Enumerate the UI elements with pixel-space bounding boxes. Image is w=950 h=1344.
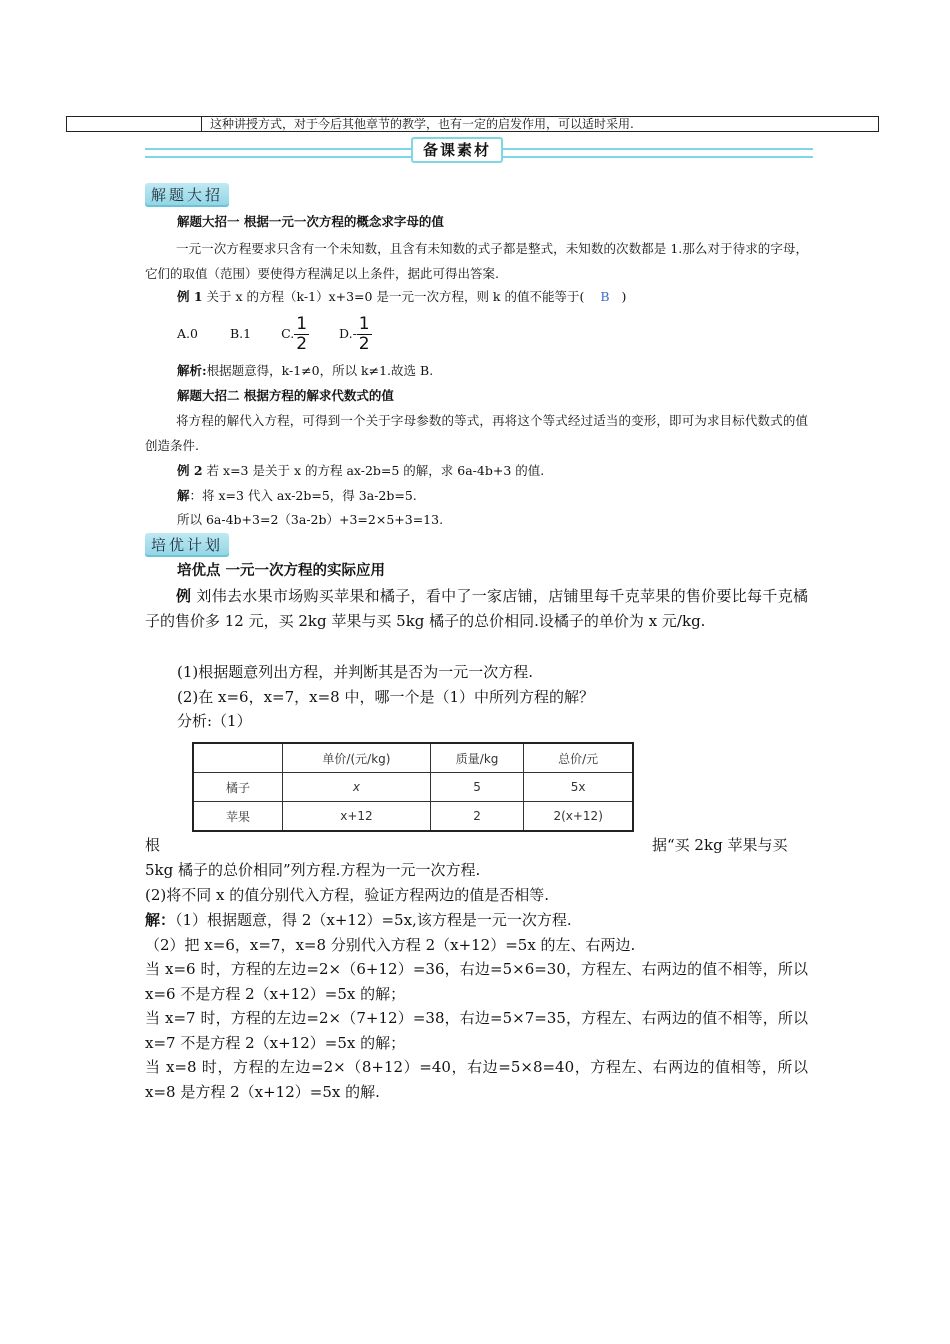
section-banner [145,137,813,165]
example1-close: ) [621,289,627,304]
solution1 [177,363,433,379]
solution2-label: 解 [177,488,190,503]
solution2 [177,488,417,504]
peiyou-example-text: 刘伟去水果市场购买苹果和橘子，看中了一家店铺，店铺里每千克苹果的售价要比每千克橘子的售价多 12 元，买 2kg 苹果与买 5kg 橘子的总价相同.设橘子的单价为 x 元/kg. [145,587,808,630]
example1-label: 例 1 [177,289,203,304]
example1 [177,289,626,305]
solution2-text: ：将 x=3 代入 ax-2b=5，得 3a-2b=5. [189,488,417,503]
top-note-text: 这种讲授方式，对于今后其他章节的教学，也有一定的启发作用，可以适时采用. [210,117,634,131]
question-1: (1)根据题意列出方程，并判断其是否为一元一次方程. [177,663,534,681]
example2-text: 若 x=3 是关于 x 的方程 ax-2b=5 的解，求 6a-4b+3 的值. [206,463,545,478]
solution-line-1 [145,908,572,932]
section-tag-jieti: 解题大招 [145,183,229,207]
top-note-empty-cell [67,117,202,131]
analysis-label: 分析:（1） [177,712,252,730]
table-cell: 5x [524,773,633,802]
top-note-box [66,116,879,132]
table-cell: 苹果 [193,802,283,832]
table-cell: 橘子 [193,773,283,802]
solution-step-5: 当 x=8 时，方程的左边=2×（8+12）=40，右边=5×8=40，方程左、右两边的值相等，所以 x=8 是方程 2（x+12）=5x 的解. [145,1058,808,1101]
table-header-cell: 单价/(元/kg) [283,743,431,773]
table-header-cell: 质量/kg [430,743,523,773]
option-c-fraction [294,315,309,354]
gen-line2: 5kg 橘子的总价相同”列方程.方程为一元一次方程. [145,861,481,879]
banner-title: 备课素材 [411,137,503,163]
table-cell: 2 [430,802,523,832]
option-c-prefix: C. [281,326,295,341]
example2-label: 例 2 [177,463,203,478]
solution-step-1: （1）根据题意，得 2（x+12）=5x,该方程是一元一次方程. [175,911,572,929]
solution-label: 解： [145,911,176,929]
gen-right: 据“买 2kg 苹果与买 [652,836,788,854]
fraction-denominator: 2 [296,333,308,354]
table-row [193,773,633,802]
fraction-denominator: 2 [358,333,370,354]
section-tag-peiyou: 培优计划 [145,533,229,557]
option-d-prefix: D.- [339,326,357,341]
example1-text: 关于 x 的方程（k-1）x+3=0 是一元一次方程，则 k 的值不能等于( [206,289,585,304]
table-cell: 2(x+12) [524,802,633,832]
table-row [193,802,633,832]
solution-step-4: 当 x=7 时，方程的左边=2×（7+12）=38，右边=5×7=35，方程左、右两边的值不相等，所以 x=7 不是方程 2（x+12）=5x 的解； [145,1009,808,1052]
example1-answer: B [600,289,610,304]
tip2-paragraph: 将方程的解代入方程，可得到一个关于字母参数的等式，再将这个等式经过适当的变形，即可为求目标代数式的值创造条件. [145,413,808,453]
question-2: (2)在 x=6，x=7，x=8 中，哪一个是（1）中所列方程的解？ [177,688,595,706]
fraction-numerator: 1 [296,313,308,334]
table-header-cell: 总价/元 [524,743,633,773]
analysis-2: (2)将不同 x 的值分别代入方程，验证方程两边的值是否相等. [145,886,550,904]
table-cell: x+12 [283,802,431,832]
solution2-line2: 所以 6a-4b+3=2（3a-2b）+3=2×5+3=13. [177,512,444,527]
table-cell: x [283,773,431,802]
table-header-row [193,743,633,773]
option-a: A.0 [177,326,198,341]
solution1-label: 解析: [177,363,207,378]
gen-left: 根 [145,836,161,854]
solution-step-3: 当 x=6 时，方程的左边=2×（6+12）=36，右边=5×6=30，方程左、右两边的值不相等，所以 x=6 不是方程 2（x+12）=5x 的解； [145,960,808,1003]
solution1-text: 根据题意得，k-1≠0，所以 k≠1.故选 B. [206,363,434,378]
table-cell: 5 [430,773,523,802]
solution-step-2: （2）把 x=6，x=7，x=8 分别代入方程 2（x+12）=5x 的左、右两边. [145,936,636,954]
peiyou-example [145,584,808,633]
table-header-cell [193,743,283,773]
fraction-numerator: 1 [358,313,370,334]
tip1-paragraph: 一元一次方程要求只含有一个未知数，且含有未知数的式子都是整式，未知数的次数都是 1.那么对于待求的字母，它们的取值（范围）要使得方程满足以上条件，据此可得出答案. [145,241,808,281]
price-table [192,742,634,832]
option-b: B.1 [229,326,252,341]
example2 [177,463,544,479]
peiyou-example-label: 例 [176,587,192,605]
tip2-title: 解题大招二 根据方程的解求代数式的值 [177,388,394,403]
example1-options [177,314,372,354]
tip1-title: 解题大招一 根据一元一次方程的概念求字母的值 [177,214,444,229]
peiyou-title: 培优点 一元一次方程的实际应用 [177,563,386,579]
option-d-fraction [357,315,372,354]
